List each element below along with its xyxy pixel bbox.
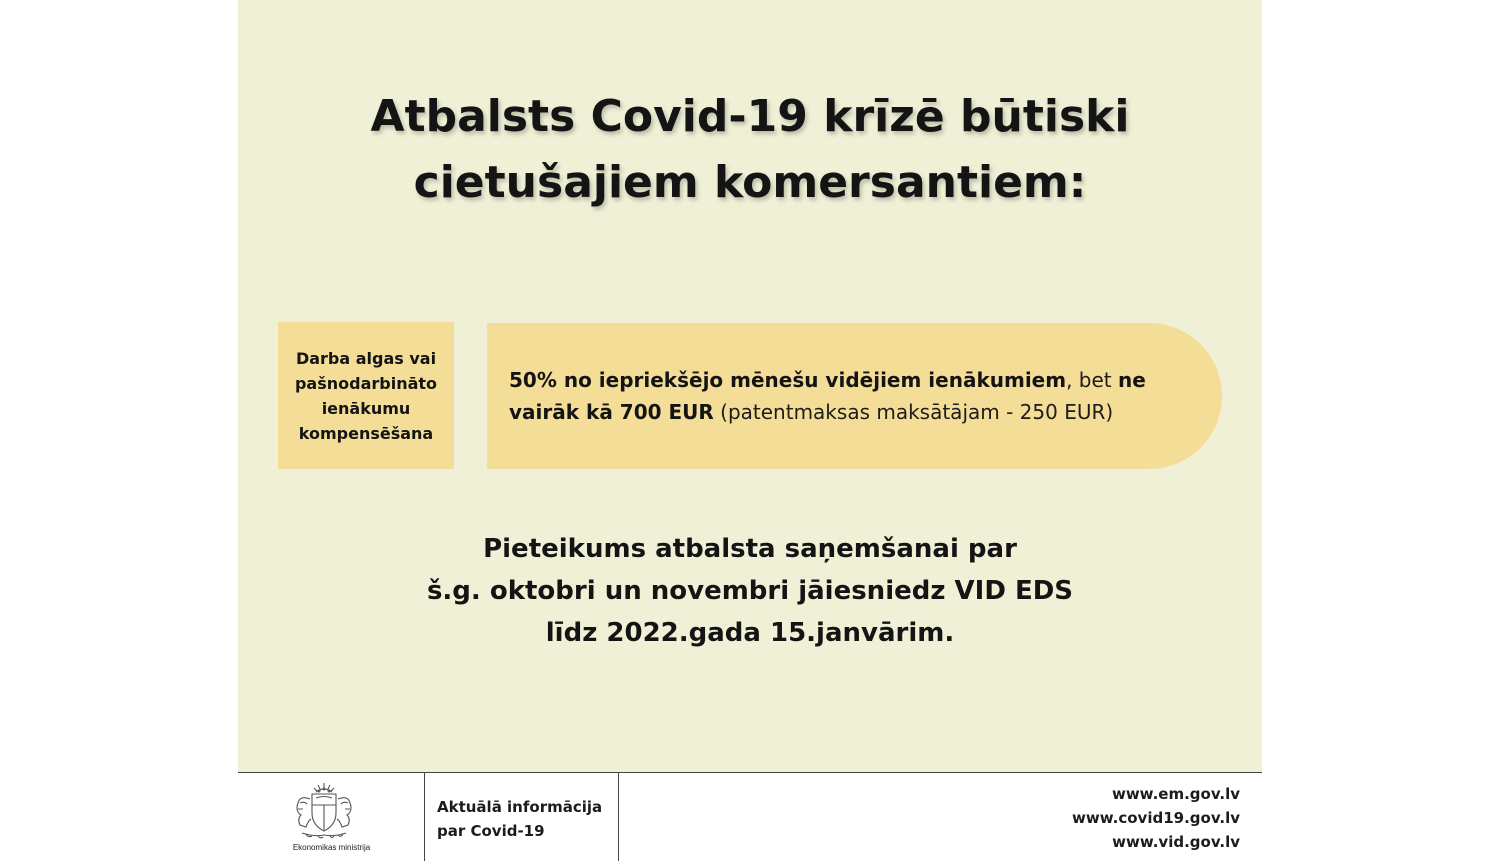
support-label-box [278, 322, 454, 469]
deadline-line-3: līdz 2022.gada 15.janvārim. [545, 618, 955, 648]
footer [238, 772, 1262, 860]
link-vid[interactable]: www.vid.gov.lv [1112, 833, 1240, 851]
ministry-name: Ekonomikas ministrija [292, 843, 371, 852]
description-bold-1: 50% no iepriekšējo mēnešu vidējiem ienākumiem [509, 368, 1067, 392]
deadline-notice [238, 528, 1262, 654]
page-title [238, 84, 1262, 216]
title-line-1: Atbalsts Covid-19 krīzē būtiski [370, 91, 1130, 142]
deadline-line-2: š.g. oktobri un novembri jāiesniedz VID EDS [426, 576, 1074, 606]
covid-info [425, 773, 619, 861]
title-line-2: cietušajiem komersantiem: [413, 157, 1087, 208]
link-covid19[interactable]: www.covid19.gov.lv [1072, 809, 1240, 827]
description-normal-2: (patentmaksas maksātājam - 250 EUR) [713, 400, 1114, 424]
website-links [1072, 782, 1240, 854]
ministry-logo [238, 773, 425, 861]
support-description-pill [487, 323, 1222, 469]
description-bold-2: ne vairāk kā 700 EUR [509, 368, 1146, 424]
deadline-line-1: Pieteikums atbalsta saņemšanai par [483, 534, 1017, 564]
support-label: Darba algas vai pašnodarbināto ienākumu kompensēšana [294, 348, 438, 443]
covid-info-line-2: par Covid-19 [437, 822, 545, 840]
covid-info-line-1: Aktuālā informācija [437, 798, 603, 816]
poster [238, 0, 1262, 772]
description-normal-1: , bet [1066, 368, 1119, 392]
support-description [509, 364, 1196, 428]
link-em[interactable]: www.em.gov.lv [1111, 785, 1240, 803]
coat-of-arms-icon [288, 781, 360, 841]
